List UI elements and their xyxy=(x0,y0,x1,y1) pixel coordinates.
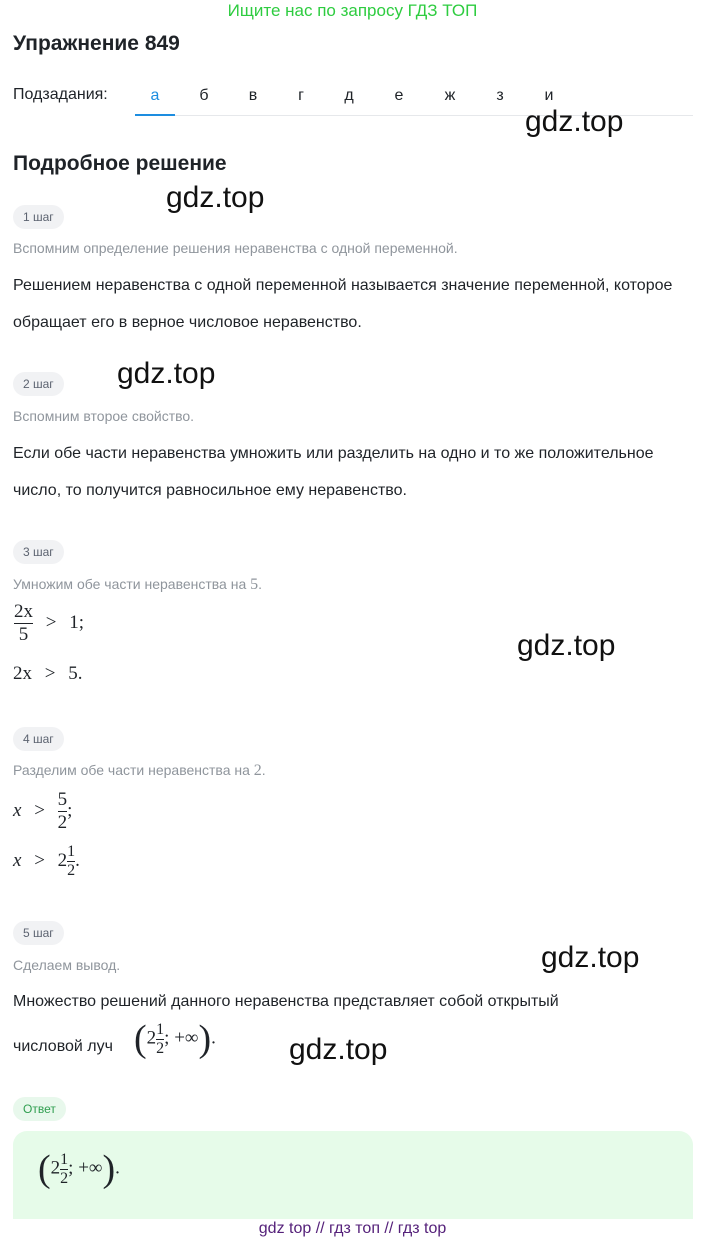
fraction-numerator: 1 xyxy=(67,843,76,860)
mixed-whole: 2 xyxy=(50,1157,61,1179)
tab-subtask-i[interactable]: и xyxy=(544,87,554,104)
mixed-whole: 2 xyxy=(146,1027,157,1049)
step-3-hint-number: 5 xyxy=(250,576,259,593)
footer-links[interactable]: gdz top // гдз топ // гдз top xyxy=(258,1220,447,1237)
relation-sign: > xyxy=(34,849,45,871)
fraction-numerator: 2x xyxy=(14,601,33,622)
right-paren: ) xyxy=(198,1018,212,1060)
interval-end: . xyxy=(211,1027,216,1049)
step-2-text: Если обе части неравенства умножить или разделить на одно и то же положительное число, то получится равносильное ему неравенство. xyxy=(13,445,654,499)
step-3-hint-text: Умножим обе части неравенства на xyxy=(13,576,247,592)
mixed-whole: 2 xyxy=(57,849,68,871)
step-1-text: Решением неравенства с одной переменной называется значение переменной, которое обращает его в верное числовое неравенство. xyxy=(13,277,673,331)
fraction-denominator: 2 xyxy=(156,1039,165,1057)
fraction xyxy=(156,1021,164,1058)
fraction-denominator: 5 xyxy=(14,623,33,646)
watermark: gdz.top xyxy=(166,181,265,214)
line-end: ; xyxy=(67,799,73,821)
step-3-hint-end: . xyxy=(258,576,263,592)
step-4-hint xyxy=(13,762,266,780)
step-5-hint: Сделаем вывод. xyxy=(13,957,121,973)
watermark: gdz.top xyxy=(289,1033,388,1066)
answer-interval xyxy=(38,1150,120,1188)
tab-subtask-e[interactable]: е xyxy=(394,87,404,104)
tab-subtask-g[interactable]: г xyxy=(298,87,304,104)
lhs-value: x xyxy=(13,849,22,871)
step-4-hint-number: 2 xyxy=(253,762,262,779)
step-3-badge: 3 шаг xyxy=(13,540,64,564)
step-5-text-line-2: числовой луч xyxy=(13,1038,113,1055)
top-banner: Ищите нас по запросу ГДЗ ТОП xyxy=(227,1,478,20)
step-5-badge: 5 шаг xyxy=(13,921,64,945)
watermark: gdz.top xyxy=(517,629,616,662)
infinity: +∞ xyxy=(174,1027,199,1049)
section-title: Подробное решение xyxy=(13,152,227,175)
step-5-interval xyxy=(134,1020,216,1058)
relation-sign: > xyxy=(34,799,45,821)
step-4-line-2 xyxy=(13,843,80,880)
fraction xyxy=(60,1151,68,1188)
relation-sign: > xyxy=(44,663,56,684)
left-paren: ( xyxy=(134,1018,147,1060)
fraction-denominator: 2 xyxy=(57,812,68,833)
interval-separator: ; xyxy=(164,1027,170,1049)
step-3-line-2 xyxy=(13,663,82,685)
step-1-hint: Вспомним определение решения неравенства с одной переменной. xyxy=(13,240,458,256)
lhs-value: 2x xyxy=(13,663,32,684)
fraction-numerator: 1 xyxy=(60,1150,69,1168)
fraction-numerator: 1 xyxy=(156,1020,165,1038)
step-2-badge: 2 шаг xyxy=(13,372,64,396)
answer-badge: Ответ xyxy=(13,1097,66,1121)
step-1-badge: 1 шаг xyxy=(13,205,64,229)
step-3-hint xyxy=(13,576,262,594)
watermark: gdz.top xyxy=(541,941,640,974)
fraction-denominator: 2 xyxy=(67,862,76,879)
step-4-line-1 xyxy=(13,789,72,834)
infinity: +∞ xyxy=(78,1157,103,1179)
fraction xyxy=(14,601,33,646)
step-4-hint-end: . xyxy=(261,762,266,778)
tab-subtask-zh[interactable]: ж xyxy=(444,87,456,104)
rhs-value: 1; xyxy=(69,611,84,633)
subtasks-label: Подзадания: xyxy=(13,86,108,103)
rhs-value: 5. xyxy=(68,663,83,684)
tab-subtask-z[interactable]: з xyxy=(496,87,504,104)
interval-end: . xyxy=(115,1157,120,1179)
left-paren: ( xyxy=(38,1148,51,1190)
fraction xyxy=(58,789,68,834)
right-paren: ) xyxy=(102,1148,116,1190)
step-2-hint: Вспомним второе свойство. xyxy=(13,408,195,424)
fraction-numerator: 5 xyxy=(57,789,68,810)
step-3-line-1 xyxy=(14,601,84,646)
relation-sign: > xyxy=(45,611,57,633)
step-4-hint-text: Разделим обе части неравенства на xyxy=(13,762,250,778)
line-end: . xyxy=(75,849,80,871)
interval-separator: ; xyxy=(68,1157,74,1179)
fraction xyxy=(67,843,75,880)
watermark: gdz.top xyxy=(525,105,624,138)
lhs-value: x xyxy=(13,799,22,821)
tab-subtask-a[interactable]: а xyxy=(135,80,175,116)
step-5-text-line-1: Множество решений данного неравенства представляет собой открытый xyxy=(13,993,559,1010)
tab-subtask-b[interactable]: б xyxy=(199,87,209,104)
fraction-denominator: 2 xyxy=(60,1169,69,1187)
watermark: gdz.top xyxy=(117,357,216,390)
step-4-badge: 4 шаг xyxy=(13,727,64,751)
page-title: Упражнение 849 xyxy=(13,32,180,55)
tab-subtask-d[interactable]: д xyxy=(344,87,354,104)
tab-subtask-v[interactable]: в xyxy=(248,87,258,104)
